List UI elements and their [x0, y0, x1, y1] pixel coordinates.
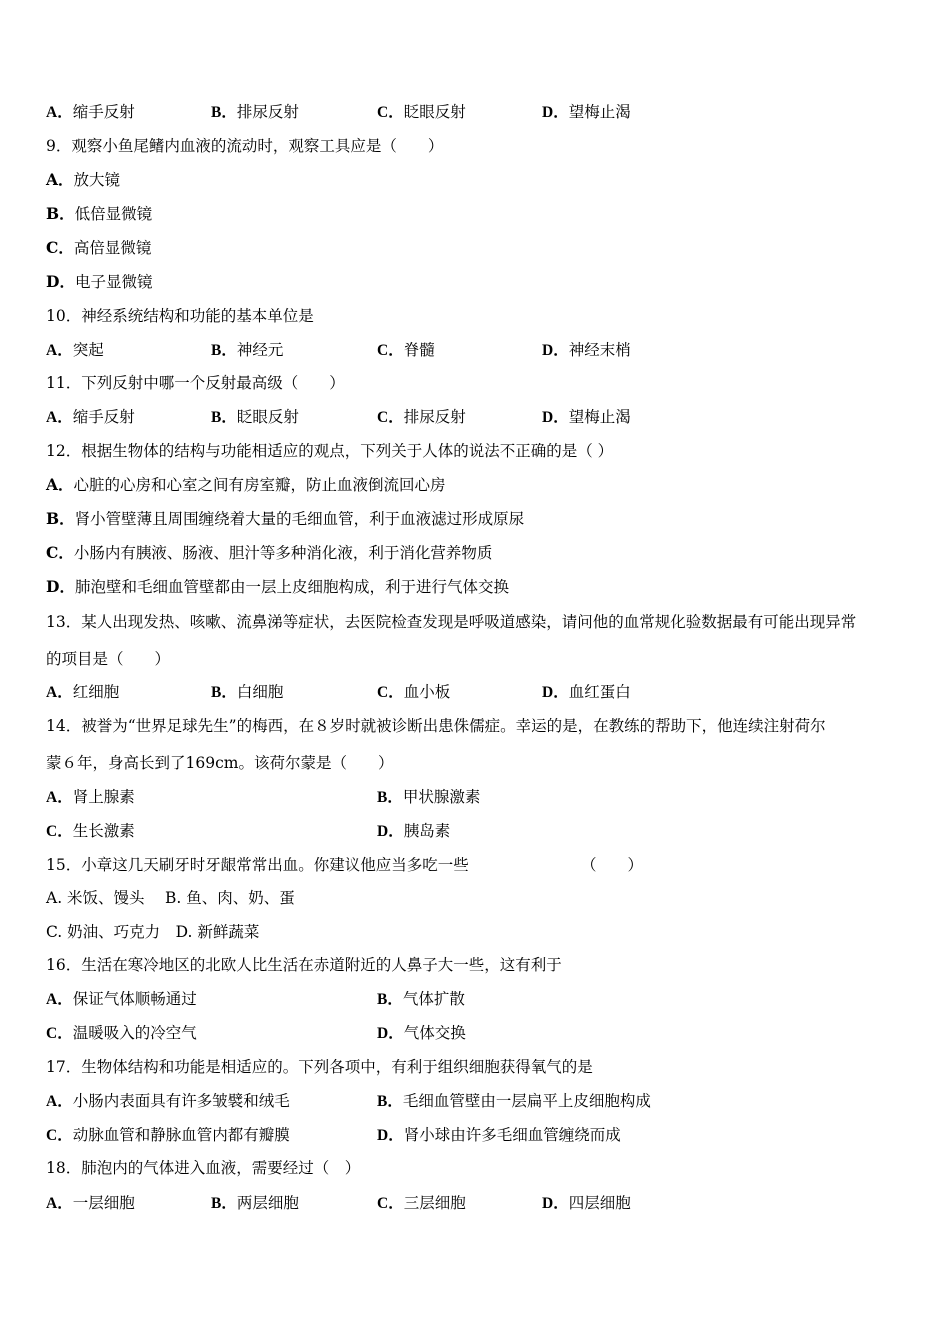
option-a: A．保证气体顺畅通过	[46, 990, 197, 1008]
option-d: D．气体交换	[377, 1024, 466, 1042]
option-b: B．甲状腺激素	[377, 788, 481, 806]
option-c: C．三层细胞	[377, 1194, 466, 1212]
option-c: C．温暖吸入的冷空气	[46, 1024, 197, 1042]
option-d: D．望梅止渴	[542, 408, 631, 426]
option-d: D．血红蛋白	[542, 683, 631, 701]
option-a: A．肾上腺素	[46, 788, 135, 806]
option-a: A．缩手反射	[46, 103, 135, 121]
question-9-stem: 9．观察小鱼尾鳍内血液的流动时，观察工具应是（ ）	[46, 137, 444, 155]
q15-options-row2: C. 奶油、巧克力 D. 新鲜蔬菜	[46, 923, 260, 941]
option-d: D．肺泡壁和毛细血管壁都由一层上皮细胞构成，利于进行气体交换	[46, 577, 509, 596]
option-d: D．电子显微镜	[46, 272, 153, 291]
question-18-stem: 18．肺泡内的气体进入血液，需要经过（ ）	[46, 1159, 361, 1177]
option-c: C．动脉血管和静脉血管内都有瓣膜	[46, 1126, 290, 1144]
option-b: B．眨眼反射	[211, 408, 299, 426]
option-d: D．肾小球由许多毛细血管缠绕而成	[377, 1126, 621, 1144]
option-c: C．高倍显微镜	[46, 238, 152, 257]
question-12-stem: 12．根据生物体的结构与功能相适应的观点，下列关于人体的说法不正确的是（ ）	[46, 442, 614, 460]
option-d: D．望梅止渴	[542, 103, 631, 121]
question-17-stem: 17．生物体结构和功能是相适应的。下列各项中，有利于组织细胞获得氧气的是	[46, 1058, 593, 1076]
option-a: A．突起	[46, 341, 104, 359]
option-c: C．脊髓	[377, 341, 435, 359]
option-c: C．生长激素	[46, 822, 135, 840]
option-b: B．毛细血管壁由一层扁平上皮细胞构成	[377, 1092, 651, 1110]
option-b: B．肾小管壁薄且周围缠绕着大量的毛细血管，利于血液滤过形成原尿	[46, 509, 525, 528]
option-c: C．排尿反射	[377, 408, 466, 426]
option-b: B．白细胞	[211, 683, 284, 701]
question-14-stem: 14．被誉为“世界足球先生”的梅西，在８岁时就被诊断出患侏儒症。幸运的是，在教练的帮助下，他连续注射荷尔	[46, 717, 826, 735]
option-a: A．小肠内表面具有许多皱襞和绒毛	[46, 1092, 290, 1110]
option-a: A．红细胞	[46, 683, 120, 701]
option-b: B．神经元	[211, 341, 284, 359]
question-15	[46, 855, 644, 875]
question-13-stem: 13．某人出现发热、咳嗽、流鼻涕等症状，去医院检查发现是呼吸道感染，请问他的血常规化验数据最有可能出现异常	[46, 613, 857, 631]
option-c: C．血小板	[377, 683, 451, 701]
option-d: D．胰岛素	[377, 822, 451, 840]
option-d: D．四层细胞	[542, 1194, 631, 1212]
option-a: A．一层细胞	[46, 1194, 135, 1212]
option-a: A．缩手反射	[46, 408, 135, 426]
question-16-stem: 16．生活在寒冷地区的北欧人比生活在赤道附近的人鼻子大一些，这有利于	[46, 956, 562, 974]
option-a: A．放大镜	[46, 170, 121, 189]
question-14-stem-cont: 蒙６年，身高长到了169cm。该荷尔蒙是（ ）	[46, 754, 394, 772]
question-11-stem: 11．下列反射中哪一个反射最高级（ ）	[46, 374, 345, 392]
question-10-stem: 10．神经系统结构和功能的基本单位是	[46, 307, 314, 325]
question-13-stem-cont: 的项目是（ ）	[46, 650, 171, 668]
option-c: C．眨眼反射	[377, 103, 466, 121]
option-a: A．心脏的心房和心室之间有房室瓣，防止血液倒流回心房	[46, 475, 446, 494]
option-b: B．低倍显微镜	[46, 204, 153, 223]
question-15-stem: 15．小章这几天刷牙时牙龈常常出血。你建议他应当多吃一些	[46, 856, 469, 874]
option-b: B．两层细胞	[211, 1194, 299, 1212]
option-c: C．小肠内有胰液、肠液、胆汁等多种消化液，利于消化营养物质	[46, 543, 493, 562]
answer-bracket: （ ）	[581, 856, 644, 874]
option-b: B．排尿反射	[211, 103, 299, 121]
q15-options-row1: A. 米饭、馒头 B. 鱼、肉、奶、蛋	[46, 889, 295, 907]
option-d: D．神经末梢	[542, 341, 631, 359]
option-b: B．气体扩散	[377, 990, 465, 1008]
